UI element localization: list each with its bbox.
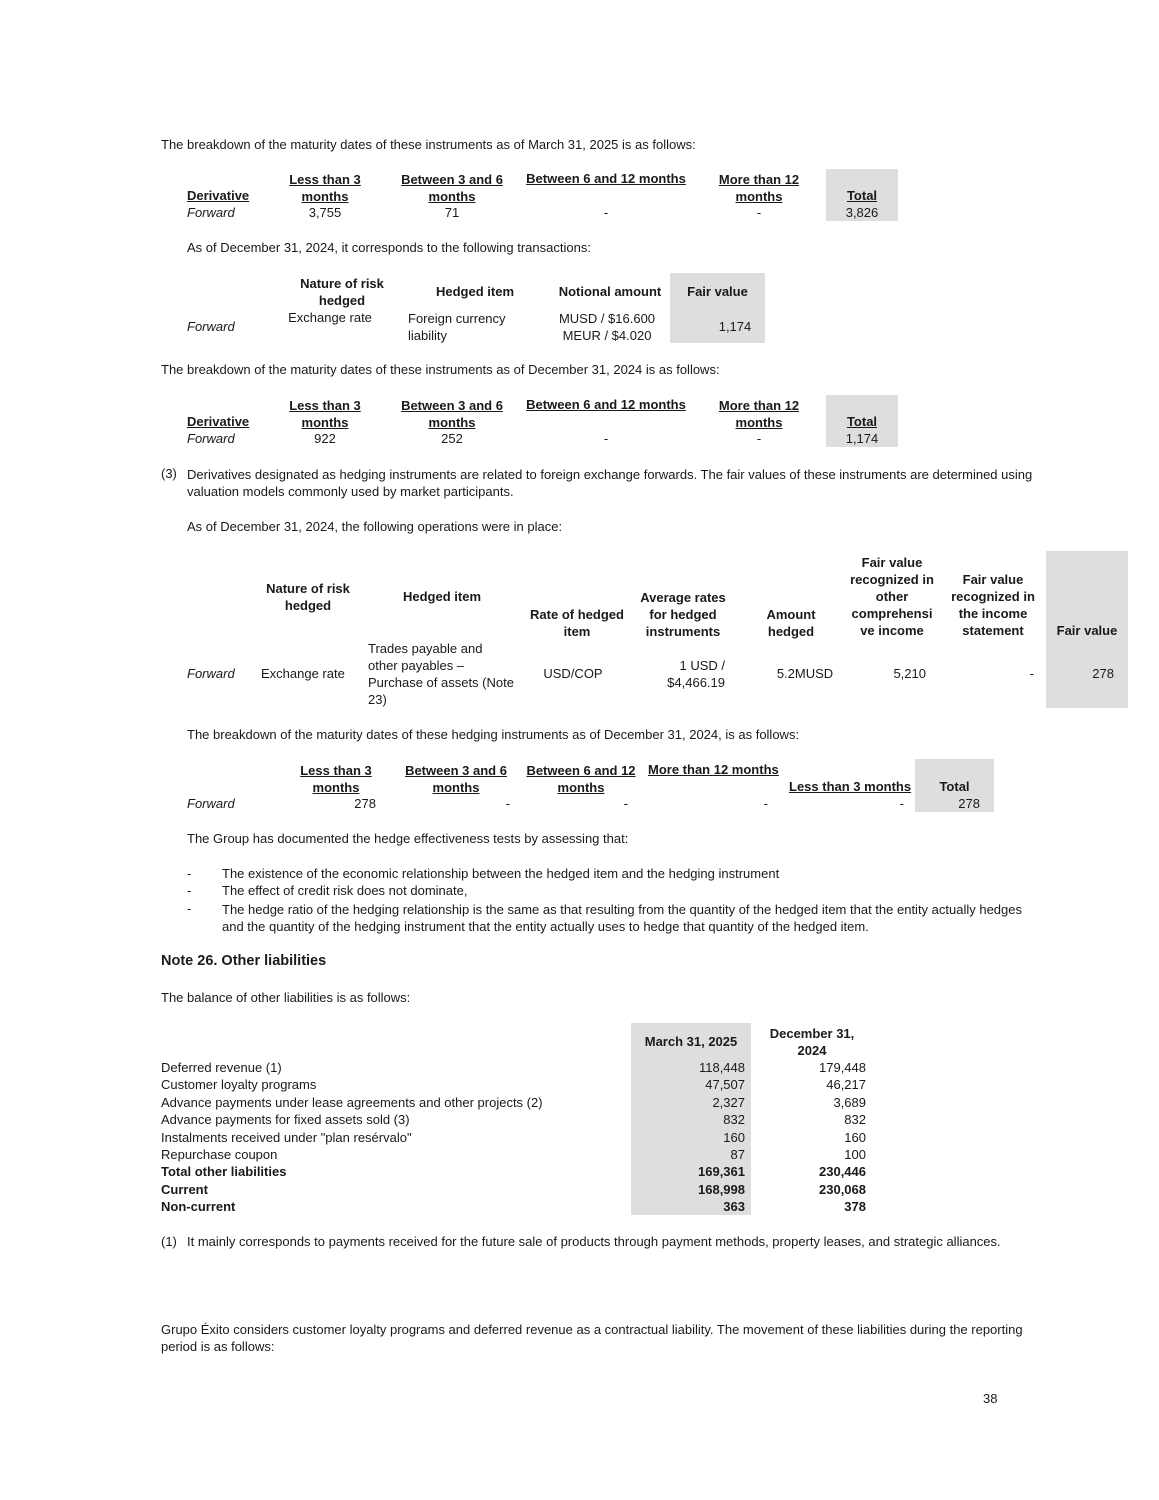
header-line: Less than 3 (289, 172, 361, 187)
bullet-dash: - (187, 883, 192, 898)
cell-more-than-12: - (763, 796, 768, 811)
footnote-text: It mainly corresponds to payments received for the future sale of products through payment methods, property leases, and strategic alliances. (187, 1234, 1001, 1249)
cell-between-6-and-12: - (603, 205, 609, 220)
page-number: 38 (983, 1391, 998, 1406)
cell-hedged-item (408, 310, 506, 344)
liability-value-december: 230,446 (819, 1164, 866, 1179)
cell-total: 278 (958, 796, 980, 811)
cell-line: 23) (368, 692, 387, 707)
header-line: ve income (860, 623, 924, 638)
bullet-item: The effect of credit risk does not dominate, (222, 883, 468, 898)
header-less-than-3-months (286, 762, 386, 796)
row-label-forward: Forward (187, 205, 235, 220)
header-between-6-and-12: Between 6 and 12 months (526, 171, 686, 186)
header-line: Average rates (640, 590, 726, 605)
header-line: Fair value (861, 555, 923, 570)
cell-less-than-3: 922 (314, 431, 336, 446)
cell-less-than-3-months-2: - (899, 796, 904, 811)
cell-line: 1 USD / (679, 658, 725, 673)
header-more-than-12 (704, 397, 814, 431)
liability-value-march: 832 (723, 1112, 745, 1127)
bullet-dash: - (187, 866, 192, 881)
cell-nature: Exchange rate (261, 666, 345, 681)
liability-value-december: 179,448 (819, 1060, 866, 1075)
bullet-item (222, 901, 1022, 935)
header-line: Less than 3 (289, 398, 361, 413)
cell-income-statement: - (1029, 666, 1034, 681)
header-line: the income (958, 606, 1028, 621)
header-line: hedged (767, 624, 815, 639)
cell-line: $4,466.19 (667, 675, 725, 690)
row-label-forward: Forward (187, 431, 235, 446)
bullet-line: The hedge ratio of the hedging relationship is the same as that resulting from the quantity of the hedged item that the entity actually hedges (222, 902, 1023, 917)
liability-value-december: 378 (844, 1199, 866, 1214)
header-hedged-item: Hedged item (435, 284, 514, 299)
cell-average-rate (640, 657, 725, 691)
paragraph-dec-transactions: As of December 31, 2024, it corresponds to the following transactions: (187, 240, 591, 255)
liability-value-march: 47,507 (705, 1077, 745, 1092)
header-less-than-3-months-2: Less than 3 months (789, 779, 912, 794)
cell-amount-hedged: 5.2MUSD (776, 666, 834, 681)
liability-value-march: 87 (730, 1147, 745, 1162)
row-label-forward: Forward (187, 796, 235, 811)
header-derivative: Derivative (187, 414, 250, 429)
cell-fair-value: 278 (1092, 666, 1114, 681)
paragraph-operations: As of December 31, 2024, the following operations were in place: (187, 519, 563, 534)
header-line: 2024 (797, 1043, 827, 1058)
liability-row-label: Deferred revenue (1) (161, 1060, 282, 1075)
cell-line: MEUR / $4.020 (562, 328, 652, 343)
header-more-than-12 (704, 171, 814, 205)
header-line: Less than 3 (300, 763, 372, 778)
cell-oci: 5,210 (893, 666, 926, 681)
header-between-3-and-6 (396, 762, 516, 796)
header-fair-value-income-statement (944, 571, 1042, 639)
cell-line: Foreign currency (408, 311, 506, 326)
header-line: months (301, 189, 349, 204)
header-fair-value: Fair value (687, 284, 748, 299)
cell-between-3-and-6: 252 (441, 431, 463, 446)
header-line: hedged (284, 598, 332, 613)
header-line: months (428, 415, 476, 430)
row-label-forward: Forward (187, 666, 235, 681)
header-amount-hedged (752, 606, 830, 640)
header-line: item (563, 624, 591, 639)
liability-value-december: 46,217 (826, 1077, 866, 1092)
header-line: other (875, 589, 909, 604)
row-label-forward: Forward (187, 319, 235, 334)
paragraph-intro-march: The breakdown of the maturity dates of these instruments as of March 31, 2025 is as follows: (161, 137, 696, 152)
note-line: valuation models commonly used by market participants. (187, 484, 514, 499)
paragraph-intro-december: The breakdown of the maturity dates of these instruments as of December 31, 2024 is as follows: (161, 362, 720, 377)
header-nature-of-risk (253, 580, 363, 614)
liability-value-march: 160 (723, 1130, 745, 1145)
header-line: Nature of risk (300, 276, 384, 291)
cell-line: MUSD / $16.600 (558, 311, 656, 326)
liability-row-label: Instalments received under "plan resérvalo" (161, 1130, 412, 1145)
header-line: months (312, 780, 360, 795)
cell-between-3-and-6: - (505, 796, 510, 811)
header-line: hedged (318, 293, 366, 308)
bullet-dash: - (187, 901, 192, 916)
cell-hedged-item (368, 640, 514, 708)
header-total: Total (846, 188, 878, 203)
cell-nature: Exchange rate (288, 310, 372, 325)
cell-rate: USD/COP (543, 666, 603, 681)
liability-value-december: 3,689 (833, 1095, 866, 1110)
cell-notional (548, 310, 666, 344)
header-line: Rate of hedged (530, 607, 624, 622)
header-line: Between 3 and 6 (401, 172, 503, 187)
header-line: recognized in (850, 572, 934, 587)
bullet-item: The existence of the economic relationship between the hedged item and the hedging instrument (222, 866, 780, 881)
liability-value-march: 363 (723, 1199, 745, 1214)
header-between-3-and-6 (392, 171, 512, 205)
header-line: instruments (645, 624, 721, 639)
header-less-than-3-months (270, 397, 380, 431)
liability-value-march: 118,448 (698, 1060, 745, 1075)
header-line: Between 3 and 6 (405, 763, 507, 778)
header-notional-amount: Notional amount (558, 284, 662, 299)
paragraph-closing (161, 1321, 1023, 1355)
header-december-2024 (756, 1025, 868, 1059)
paragraph-note-26-intro: The balance of other liabilities is as follows: (161, 990, 411, 1005)
note-3-text (187, 466, 1032, 500)
liability-value-march: 2,327 (712, 1095, 745, 1110)
header-total: Total (939, 779, 970, 794)
cell-total: 1,174 (845, 431, 879, 446)
header-total: Total (846, 414, 878, 429)
header-line: for hedged (649, 607, 717, 622)
footnote-marker: (1) (161, 1234, 177, 1249)
cell-line: Purchase of assets (Note (368, 675, 514, 690)
header-hedged-item: Hedged item (402, 589, 481, 604)
cell-less-than-3: 3,755 (308, 205, 342, 220)
header-march-2025: March 31, 2025 (644, 1034, 738, 1049)
liability-row-label: Advance payments for fixed assets sold (3) (161, 1112, 410, 1127)
cell-total: 3,826 (845, 205, 879, 220)
header-line: Amount (766, 607, 816, 622)
header-less-than-3-months (270, 171, 380, 205)
closing-line: Grupo Éxito considers customer loyalty programs and deferred revenue as a contractual liability. The movement of these liabilities during the reporting (161, 1322, 1023, 1337)
cell-line: Trades payable and (368, 641, 483, 656)
header-line: Between 3 and 6 (401, 398, 503, 413)
liability-value-december: 100 (844, 1147, 866, 1162)
liability-value-march: 169,361 (698, 1164, 745, 1179)
header-line: More than 12 (718, 172, 800, 187)
cell-fair-value: 1,174 (718, 319, 752, 334)
note-marker: (3) (161, 466, 177, 481)
liability-row-label: Current (161, 1182, 208, 1197)
header-rate-of-hedged-item (522, 606, 632, 640)
header-line: statement (962, 623, 1024, 638)
header-more-than-12: More than 12 months (648, 762, 779, 777)
liability-value-december: 832 (844, 1112, 866, 1127)
header-line: months (735, 415, 783, 430)
cell-less-than-3: 278 (354, 796, 376, 811)
header-line: months (301, 415, 349, 430)
closing-line: period is as follows: (161, 1339, 275, 1354)
liability-row-label: Total other liabilities (161, 1164, 287, 1179)
note-line: Derivatives designated as hedging instruments are related to foreign exchange forwards. The fair values of these instruments are determined using (187, 467, 1033, 482)
liability-row-label: Customer loyalty programs (161, 1077, 317, 1092)
liability-row-label: Non-current (161, 1199, 236, 1214)
header-fair-value-oci (842, 554, 942, 639)
header-line: comprehensi (851, 606, 933, 621)
header-average-rates (632, 589, 734, 640)
header-line: months (428, 189, 476, 204)
cell-between-3-and-6: 71 (444, 205, 460, 220)
cell-between-6-and-12: - (623, 796, 628, 811)
header-line: Between 6 and 12 (526, 763, 636, 778)
header-line: December 31, (769, 1026, 855, 1041)
header-line: Fair value (962, 572, 1024, 587)
header-fair-value: Fair value (1056, 623, 1118, 638)
header-derivative: Derivative (187, 188, 250, 203)
header-line: recognized in (951, 589, 1035, 604)
liability-value-december: 160 (844, 1130, 866, 1145)
header-line: months (432, 780, 480, 795)
header-line: months (735, 189, 783, 204)
header-between-6-and-12 (522, 762, 640, 796)
liability-value-march: 168,998 (698, 1182, 745, 1197)
header-between-3-and-6 (392, 397, 512, 431)
cell-line: liability (408, 328, 448, 343)
cell-more-than-12: - (756, 205, 762, 220)
cell-line: other payables – (368, 658, 465, 673)
header-line: More than 12 (718, 398, 800, 413)
liability-value-december: 230,068 (819, 1182, 866, 1197)
header-line: Nature of risk (266, 581, 350, 596)
section-heading-note-26: Note 26. Other liabilities (161, 953, 327, 969)
cell-between-6-and-12: - (603, 431, 609, 446)
liability-row-label: Repurchase coupon (161, 1147, 278, 1162)
bullet-line: and the quantity of the hedging instrument that the entity actually uses to hedge that quantity of the hedged item. (222, 919, 869, 934)
paragraph-hedging-maturity: The breakdown of the maturity dates of these hedging instruments as of December 31, 2024, is as follows: (187, 727, 800, 742)
cell-more-than-12: - (756, 431, 762, 446)
paragraph-effectiveness: The Group has documented the hedge effectiveness tests by assessing that: (187, 831, 629, 846)
header-between-6-and-12: Between 6 and 12 months (526, 397, 686, 412)
liability-row-label: Advance payments under lease agreements and other projects (2) (161, 1095, 543, 1110)
header-nature-of-risk (287, 275, 397, 309)
header-line: months (557, 780, 605, 795)
